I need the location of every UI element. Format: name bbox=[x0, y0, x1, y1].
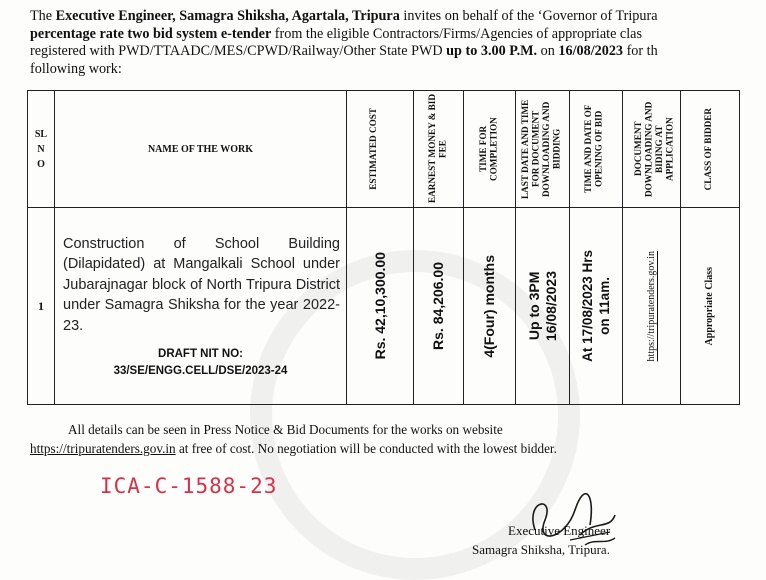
footer-line: at free of cost. No negotiation will be conducted with the lowest bidder. bbox=[175, 441, 557, 456]
header-cost-text: ESTIMATED COST bbox=[368, 108, 378, 190]
tender-portal-link[interactable]: https://tripuratenders.gov.in bbox=[645, 250, 657, 362]
signatory-title: Executive Engineer bbox=[508, 523, 611, 538]
completion-time-value: 4(Four) months bbox=[481, 254, 497, 358]
cell-last-date bbox=[516, 208, 570, 405]
table-row bbox=[28, 208, 740, 405]
header-document-download bbox=[623, 91, 681, 208]
header-lastdate-text: LAST DATE AND TIME FOR DOCUMENT DOWNLOADING AND BIDDING bbox=[519, 99, 561, 199]
header-time-text: TIME FOR COMPLETION bbox=[477, 117, 498, 181]
cell-time bbox=[464, 208, 516, 405]
last-date-time: Up to 3PM bbox=[525, 271, 542, 341]
intro-text: registered with PWD/TTAADC/MES/CPWD/Railway/Other State PWD bbox=[30, 43, 447, 59]
intro-text: from the eligible Contractors/Firms/Agencies of appropriate clas bbox=[271, 25, 642, 42]
signatory-organization: Samagra Shiksha, Tripura. bbox=[472, 542, 610, 557]
bidder-class-value: Appropriate Class bbox=[704, 266, 715, 346]
header-opening-text: TIME AND DATE OF OPENING OF BID bbox=[583, 104, 604, 194]
table-header-row bbox=[28, 91, 740, 208]
header-class-text: CLASS OF BIDDER bbox=[703, 107, 713, 191]
intro-paragraph bbox=[30, 8, 736, 78]
intro-deadline-date: 16/08/2023 bbox=[558, 43, 624, 59]
cell-slno: 1 bbox=[28, 208, 55, 405]
intro-tender-type: percentage rate two bid system e-tender bbox=[30, 25, 272, 42]
intro-text: for th bbox=[623, 43, 658, 59]
cell-emd bbox=[414, 208, 464, 405]
draft-nit-label: DRAFT NIT NO: bbox=[158, 348, 243, 361]
last-date-date: 16/08/2023 bbox=[542, 270, 559, 342]
tender-table bbox=[27, 90, 740, 405]
intro-authority: Executive Engineer, Samagra Shiksha, Agartala, Tripura bbox=[55, 8, 400, 24]
intro-deadline-time: up to 3.00 P.M. bbox=[446, 43, 538, 59]
header-estimated-cost bbox=[347, 91, 414, 208]
header-opening-date bbox=[570, 91, 623, 208]
header-slno bbox=[28, 91, 55, 208]
header-name-text: NAME OF THE WORK bbox=[147, 143, 254, 155]
header-class-of-bidder bbox=[681, 91, 740, 208]
intro-text: following work: bbox=[30, 60, 122, 77]
cell-opening bbox=[570, 208, 623, 405]
header-last-date bbox=[516, 91, 570, 208]
intro-text: on bbox=[537, 43, 559, 59]
header-slno-text: SL bbox=[34, 128, 48, 140]
signatory-block bbox=[472, 521, 610, 559]
header-name-of-work bbox=[55, 91, 347, 208]
cell-download bbox=[623, 208, 681, 405]
footer-paragraph bbox=[30, 420, 736, 458]
earnest-money-value: Rs. 84,206.00 bbox=[430, 262, 446, 350]
work-description: Construction of School Building (Dilapidated) at Mangalkali School under Jubarajnagar block of North Tripura District under Samagra Shiksha for the year 2022-23. bbox=[63, 235, 340, 334]
header-download-text: DOCUMENT DOWNLOADING AND BIDING AT APPLICATION bbox=[632, 101, 674, 197]
opening-date: At 17/08/2023 Hrs bbox=[580, 250, 595, 362]
header-emd-text: EARNEST MONEY & BID FEE bbox=[426, 94, 447, 204]
footer-website-link[interactable]: https://tripuratenders.gov.in bbox=[30, 441, 176, 456]
ica-stamp-number: ICA-C-1588-23 bbox=[100, 474, 278, 498]
draft-nit bbox=[55, 346, 346, 380]
draft-nit-number: 33/SE/ENGG.CELL/DSE/2023-24 bbox=[113, 365, 288, 378]
estimated-cost-value: Rs. 42,10,300.00 bbox=[371, 252, 388, 360]
footer-line: All details can be seen in Press Notice & Bid Documents for the works on website bbox=[68, 422, 503, 437]
header-earnest-money bbox=[414, 91, 464, 208]
cell-work bbox=[55, 208, 347, 405]
header-time-completion bbox=[464, 91, 516, 208]
intro-text: The bbox=[30, 8, 56, 24]
intro-text: invites on behalf of the ‘Governor of Tripura bbox=[399, 8, 658, 24]
opening-time: on 11am. bbox=[597, 277, 612, 335]
header-slno-text: O bbox=[37, 158, 45, 170]
header-slno-text: N bbox=[37, 143, 45, 155]
cell-cost bbox=[347, 208, 414, 405]
cell-class bbox=[681, 208, 740, 405]
